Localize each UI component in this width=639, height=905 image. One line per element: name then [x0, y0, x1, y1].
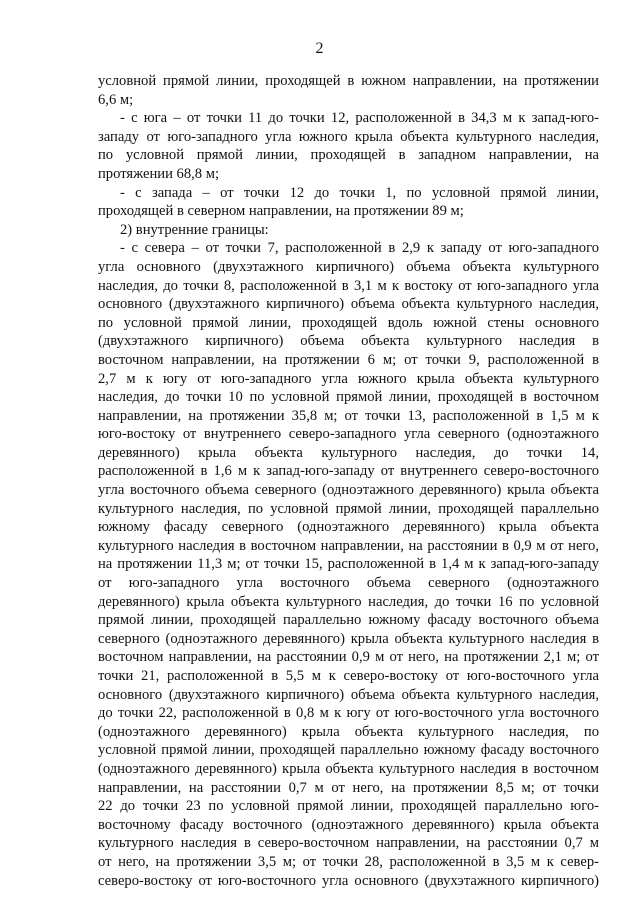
text-line: направлении, на протяжении 35,8 м; от точки 13, расположенной в 1,5 м к: [98, 407, 599, 424]
text-line: восточном направлении, на расстоянии 0,9 м от него, на протяжении 2,1 м; от: [98, 649, 599, 666]
page-number: 2: [315, 40, 324, 57]
text-line: (одноэтажного деревянного) крыла объекта культурного наследия, по: [98, 723, 599, 740]
text-line: западу от юго-западного угла южного крыла объекта культурного наследия,: [98, 128, 599, 145]
text-line: (одноэтажного деревянного) крыла объекта культурного наследия в восточном: [98, 760, 599, 777]
text-line: угла восточного объема северного (одноэтажного деревянного) крыла объекта: [98, 482, 599, 499]
text-line: северного (одноэтажного деревянного) крыла объекта культурного наследия в: [98, 630, 599, 647]
text-line: культурного наследия в северо-восточном направлении, на расстоянии 0,7 м: [98, 835, 599, 852]
text-line: до точки 22, расположенной в 0,8 м к югу от юго-восточного угла восточного: [98, 705, 599, 722]
text-line: условной прямой линии, проходящей параллельно южному фасаду восточного: [98, 742, 599, 759]
text-line: протяжении 68,8 м;: [98, 165, 220, 182]
text-line: проходящей в северном направлении, на протяжении 89 м;: [98, 203, 464, 220]
text-line: - с юга – от точки 11 до точки 12, расположенной в 34,3 м к запад-юго-: [120, 110, 599, 127]
text-line: - с запада – от точки 12 до точки 1, по условной прямой линии,: [120, 184, 599, 201]
text-line: точки 21, расположенной в 5,5 м к северо-востоку от юго-восточного угла: [98, 668, 599, 684]
text-line: культурного наследия в восточном направлении, на расстоянии в 0,9 м от него,: [98, 537, 599, 554]
text-line: наследия, до точки 8, расположенной в 3,1 м к востоку от юго-западного угла: [98, 277, 599, 294]
text-line: расположенной в 1,6 м к запад-юго-западу от внутреннего северо-восточного: [98, 463, 599, 480]
text-line: основного (двухэтажного кирпичного) объема объекта культурного наследия,: [98, 296, 599, 313]
text-line: восточному фасаду восточного (одноэтажного деревянного) крыла объекта: [98, 816, 599, 833]
body-text: [98, 72, 599, 890]
text-line: наследия, до точки 10 по условной прямой линии, проходящей в восточном: [98, 389, 599, 406]
text-line: (двухэтажного кирпичного) объема объекта культурного наследия в: [98, 333, 599, 350]
text-line: деревянного) крыла объекта культурного наследия, до точки 14,: [98, 444, 599, 461]
text-line: на протяжении 11,3 м; от точки 15, расположенной в 1,4 м к запад-юго-западу: [98, 556, 599, 573]
text-line: - с севера – от точки 7, расположенной в 2,9 к западу от юго-западного: [120, 240, 599, 257]
text-line: деревянного) крыла объекта культурного наследия, до точки 16 по условной: [98, 593, 599, 610]
text-line: основного (двухэтажного кирпичного) объема объекта культурного наследия,: [98, 686, 599, 703]
text-line: прямой линии, проходящей параллельно южному фасаду восточного объема: [98, 612, 599, 629]
text-line: условной прямой линии, проходящей в южном направлении, на протяжении: [98, 73, 599, 89]
text-line: по условной прямой линии, проходящей вдоль южной стены основного: [98, 314, 599, 331]
text-line: восточном направлении, на протяжении 6 м; от точки 9, расположенной в: [98, 351, 599, 368]
text-line: 22 до точки 23 по условной прямой линии, проходящей параллельно юго-: [98, 798, 599, 815]
text-line: 2,7 м к югу от юго-западного угла южного крыла объекта культурного: [98, 370, 599, 387]
text-line: культурного наследия, по условной прямой линии, проходящей параллельно: [98, 500, 599, 517]
text-line: 2) внутренние границы:: [120, 221, 269, 238]
text-line: от него, на протяжении 3,5 м; от точки 28, расположенной в 3,5 м к север-: [98, 853, 599, 870]
text-line: южному фасаду северного (одноэтажного деревянного) крыла объекта: [98, 519, 599, 536]
text-line: 6,6 м;: [98, 91, 134, 108]
text-line: угла основного (двухэтажного кирпичного) объема объекта культурного: [98, 258, 599, 275]
text-line: по условной прямой линии, проходящей в западном направлении, на: [98, 147, 599, 164]
text-line: юго-востоку от внутреннего северо-западного угла северного (одноэтажного: [98, 426, 599, 443]
text-line: северо-востоку от юго-восточного угла основного (двухэтажного кирпичного): [98, 872, 599, 889]
text-line: от юго-западного угла восточного объема северного (одноэтажного: [98, 575, 599, 592]
text-line: направлении, на расстоянии 0,7 м от него, на протяжении 8,5 м; от точки: [98, 779, 599, 796]
